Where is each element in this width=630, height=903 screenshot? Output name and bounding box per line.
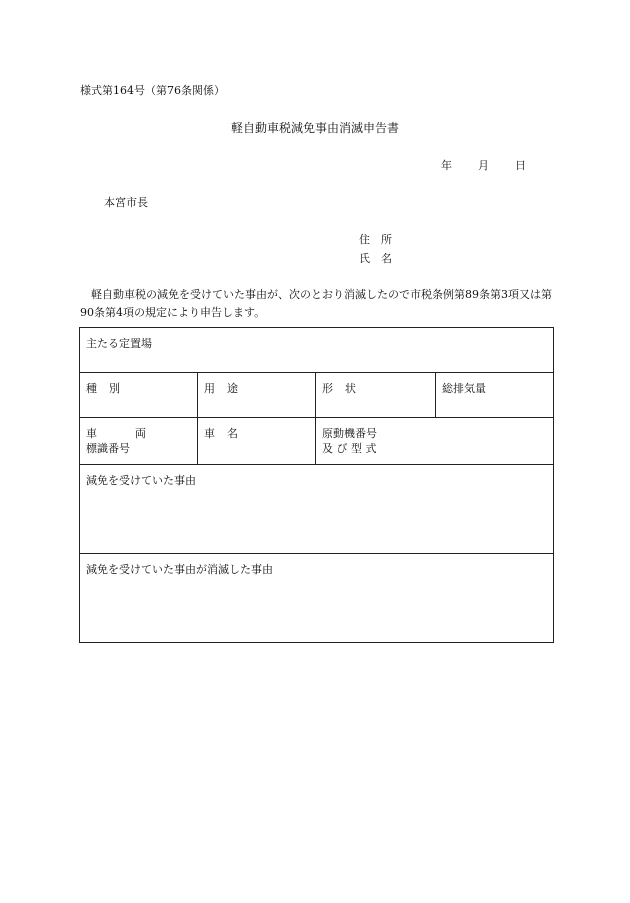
extinction-reason-cell	[80, 554, 554, 643]
vehicle-info-table	[79, 327, 554, 643]
reduction-reason-label: 減免を受けていた事由	[86, 474, 196, 487]
engine-label-line1: 原動機番号	[322, 427, 377, 440]
date-month-label: 月	[478, 159, 489, 172]
usage-label: 用 途	[204, 382, 238, 395]
engine-label-line2: 及 び 型 式	[322, 442, 377, 455]
form-title: 軽自動車税減免事由消滅申告書	[230, 121, 399, 135]
address-label: 住 所	[359, 233, 392, 246]
table-row	[80, 554, 554, 643]
plate-number-label-line2: 標識番号	[86, 442, 130, 455]
statement-text: 軽自動車税の減免を受けていた事由が、次のとおり消滅したので市税条例第89条第3項又は第90条第4項の規定により申告します。	[80, 288, 552, 319]
reduction-reason-cell	[80, 465, 554, 554]
date-day-label: 日	[515, 159, 526, 172]
displacement-cell	[436, 373, 554, 418]
addressee: 本宮市長	[104, 196, 148, 209]
vehicle-name-label: 車 名	[204, 427, 238, 440]
plate-number-label-line1: 車 両	[86, 427, 146, 440]
shape-label: 形 状	[322, 382, 356, 395]
plate-number-cell	[80, 418, 198, 465]
displacement-label: 総排気量	[442, 382, 486, 395]
type-cell	[80, 373, 198, 418]
table-row	[80, 418, 554, 465]
date-year-label: 年	[441, 159, 452, 172]
name-label: 氏 名	[359, 252, 392, 265]
storage-place-label: 主たる定置場	[86, 337, 152, 350]
storage-place-cell	[80, 328, 554, 373]
table-row	[80, 328, 554, 373]
usage-cell	[198, 373, 316, 418]
vehicle-name-cell	[198, 418, 316, 465]
type-label: 種 別	[86, 382, 120, 395]
form-number: 様式第164号（第76条関係）	[80, 84, 225, 97]
extinction-reason-label: 減免を受けていた事由が消滅した事由	[86, 563, 273, 576]
shape-cell	[316, 373, 436, 418]
table-row	[80, 465, 554, 554]
date-line	[441, 157, 526, 173]
table-row	[80, 373, 554, 418]
engine-cell	[316, 418, 554, 465]
